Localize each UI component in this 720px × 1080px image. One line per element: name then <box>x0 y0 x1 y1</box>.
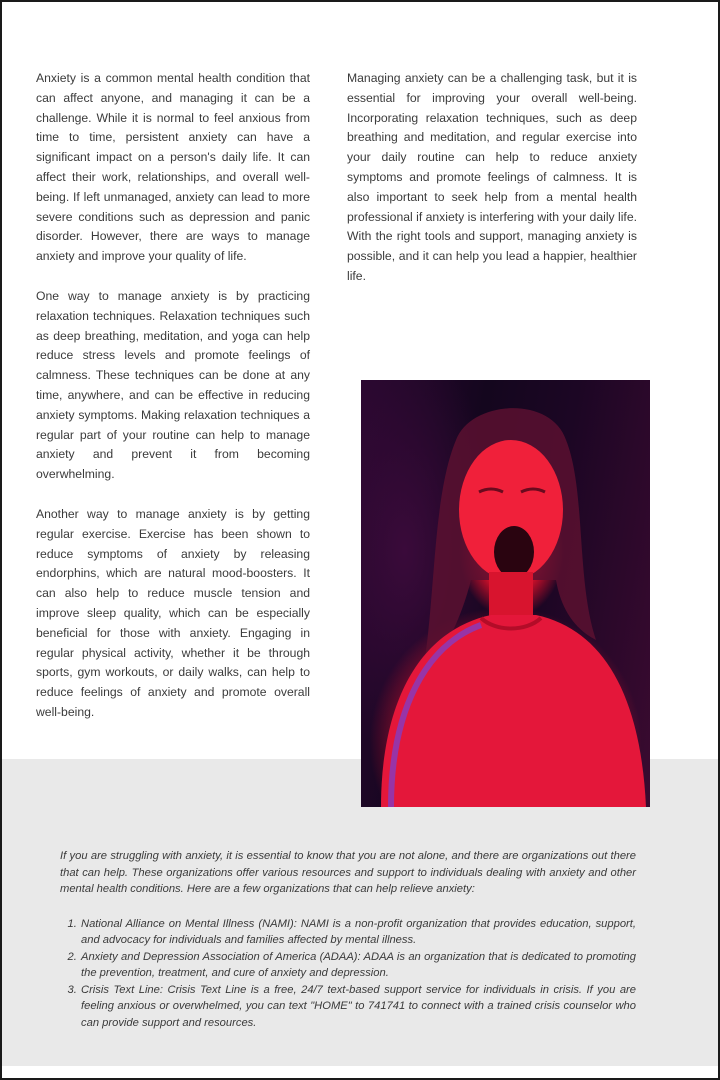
resource-item-adaa: 2. Anxiety and Depression Association of America (ADAA): ADAA is an organization that is dedicated to promoting the prevention, treatment, and cure of anxiety and depression. <box>80 949 636 982</box>
resources-list <box>60 916 636 1032</box>
paragraph-intro: Anxiety is a common mental health condition that can affect anyone, and managing it can be a challenge. While it is normal to feel anxious from time to time, persistent anxiety can have a significant impact on a person's daily life. It can affect their work, relationships, and overall well-being. If left unmanaged, anxiety can lead to more severe conditions such as depression and panic disorder. However, there are ways to manage anxiety and improve your quality of life. <box>36 71 310 264</box>
resources-section <box>60 848 636 1031</box>
sweater-shape <box>381 615 646 807</box>
photo-illustration <box>361 380 650 807</box>
resource-item-nami: 1. National Alliance on Mental Illness (NAMI): NAMI is a non-profit organization that provides education, support, and advocacy for individuals and families affected by mental illness. <box>80 916 636 949</box>
paragraph-conclusion: Managing anxiety can be a challenging task, but it is essential for improving your overall well-being. Incorporating relaxation techniques, such as deep breathing and meditation, and regular exercise into your daily routine can help to reduce anxiety symptoms and promote feelings of calmness. It is also important to seek help from a mental health professional if anxiety is interfering with your daily life. With the right tools and support, managing anxiety is possible, and it can help you lead a happier, healthier life. <box>347 71 637 283</box>
bottom-margin <box>2 1066 718 1078</box>
neck-shape <box>489 572 533 622</box>
left-column <box>36 69 310 743</box>
paragraph-relaxation: One way to manage anxiety is by practicing relaxation techniques. Relaxation techniques such as deep breathing, meditation, and yoga can help reduce stress levels and promote feelings of calmness. These techniques can be done at any time, anywhere, and can be effective in reducing anxiety symptoms. Making relaxation techniques a regular part of your routine can help to manage anxiety and prevent it from becoming overwhelming. <box>36 288 310 482</box>
paragraph-exercise: Another way to manage anxiety is by getting regular exercise. Exercise has been shown to reduce symptoms of anxiety by releasing endorphins, which are natural mood-boosters. It can also help to reduce muscle tension and improve sleep quality, which can be especially beneficial for those with anxiety. Engaging in regular physical activity, whether it be through sports, gym workouts, or daily walks, can help to reduce feelings of anxiety and promote overall well-being. <box>36 506 310 719</box>
mouth-shape <box>494 526 534 578</box>
resources-intro: If you are struggling with anxiety, it is essential to know that you are not alone, and there are organizations out there that can help. These organizations offer various resources and support to individuals dealing with anxiety and other mental health conditions. Here are a few organizations that can help relieve anxiety: <box>60 850 636 895</box>
right-column <box>347 69 637 307</box>
resource-item-crisis-text-line: 3. Crisis Text Line: Crisis Text Line is a free, 24/7 text-based support service for individuals in crisis. If you are feeling anxious or overwhelmed, you can text "HOME" to 741741 to connect with a trained crisis counselor who can provide support and resources. <box>80 982 636 1032</box>
screaming-woman-photo <box>361 380 650 807</box>
